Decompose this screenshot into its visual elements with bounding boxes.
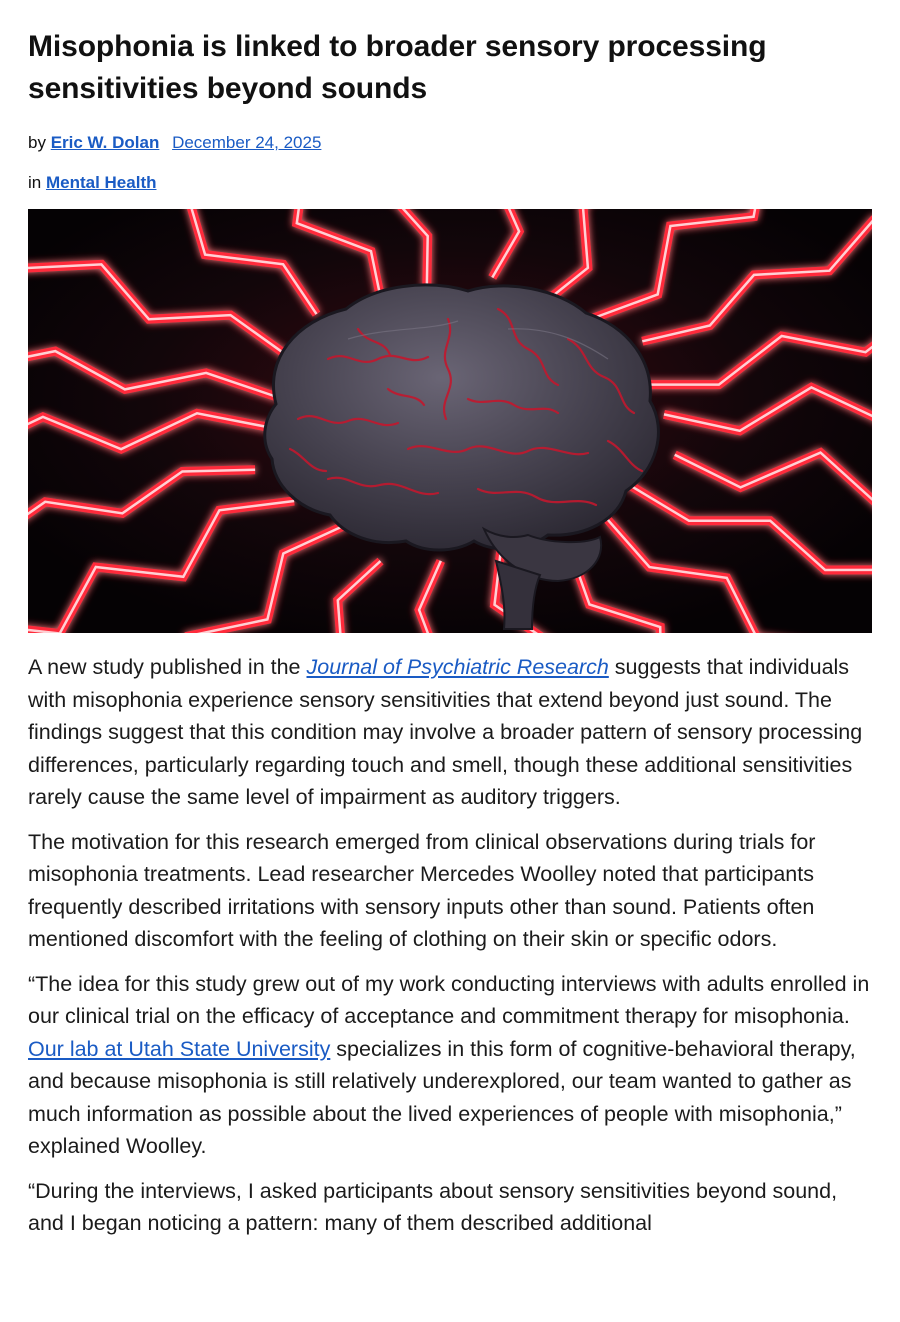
paragraph-3 <box>28 968 872 1163</box>
journal-link[interactable]: Journal of Psychiatric Research <box>306 655 609 679</box>
article-body <box>28 651 872 1240</box>
in-label: in <box>28 173 42 192</box>
author-link[interactable]: Eric W. Dolan <box>50 133 160 152</box>
category-link[interactable]: Mental Health <box>45 173 157 192</box>
paragraph-3-text-continued: specializes in this form of cognitive-behavioral therapy, and because misophonia is still relatively underexplored, our team wanted to gather as much information as possible about the lived experiences of people with misophonia,” explained Woolley. <box>28 1036 856 1158</box>
paragraph-3-text: “The idea for this study grew out of my work conducting interviews with adults enrolled in our clinical trial on the efficacy of acceptance and commitment therapy for misophonia. <box>28 971 870 1028</box>
date-link[interactable]: December 24, 2025 <box>172 133 322 152</box>
paragraph-1 <box>28 651 872 814</box>
paragraph-4: “During the interviews, I asked participants about sensory sensitivities beyond sound, and I began noticing a pattern: many of them described additional <box>28 1178 838 1235</box>
byline <box>28 132 872 154</box>
paragraph-1-text: A new study published in the <box>28 655 307 679</box>
paragraph-1-text-continued: suggests that individuals with misophonia experience sensory sensitivities that extend beyond just sound. The findings suggest that this condition may involve a broader pattern of sensory processing differences, particularly regarding touch and smell, though these additional sensitivities rarely cause the same level of impairment as auditory triggers. <box>28 655 863 809</box>
utah-state-lab-link[interactable]: Our lab at Utah State University <box>28 1036 331 1061</box>
category-line <box>28 172 872 194</box>
by-label: by <box>28 133 46 152</box>
paragraph-2: The motivation for this research emerged from clinical observations during trials for misophonia treatments. Lead researcher Mercedes Woolley noted that participants frequently described irritations with sensory inputs other than sound. Patients often mentioned discomfort with the feeling of clothing on their skin or specific odors. <box>28 829 816 951</box>
brain-lightning-illustration <box>28 209 872 633</box>
article-title: Misophonia is linked to broader sensory processing sensitivities beyond sounds <box>28 30 767 105</box>
